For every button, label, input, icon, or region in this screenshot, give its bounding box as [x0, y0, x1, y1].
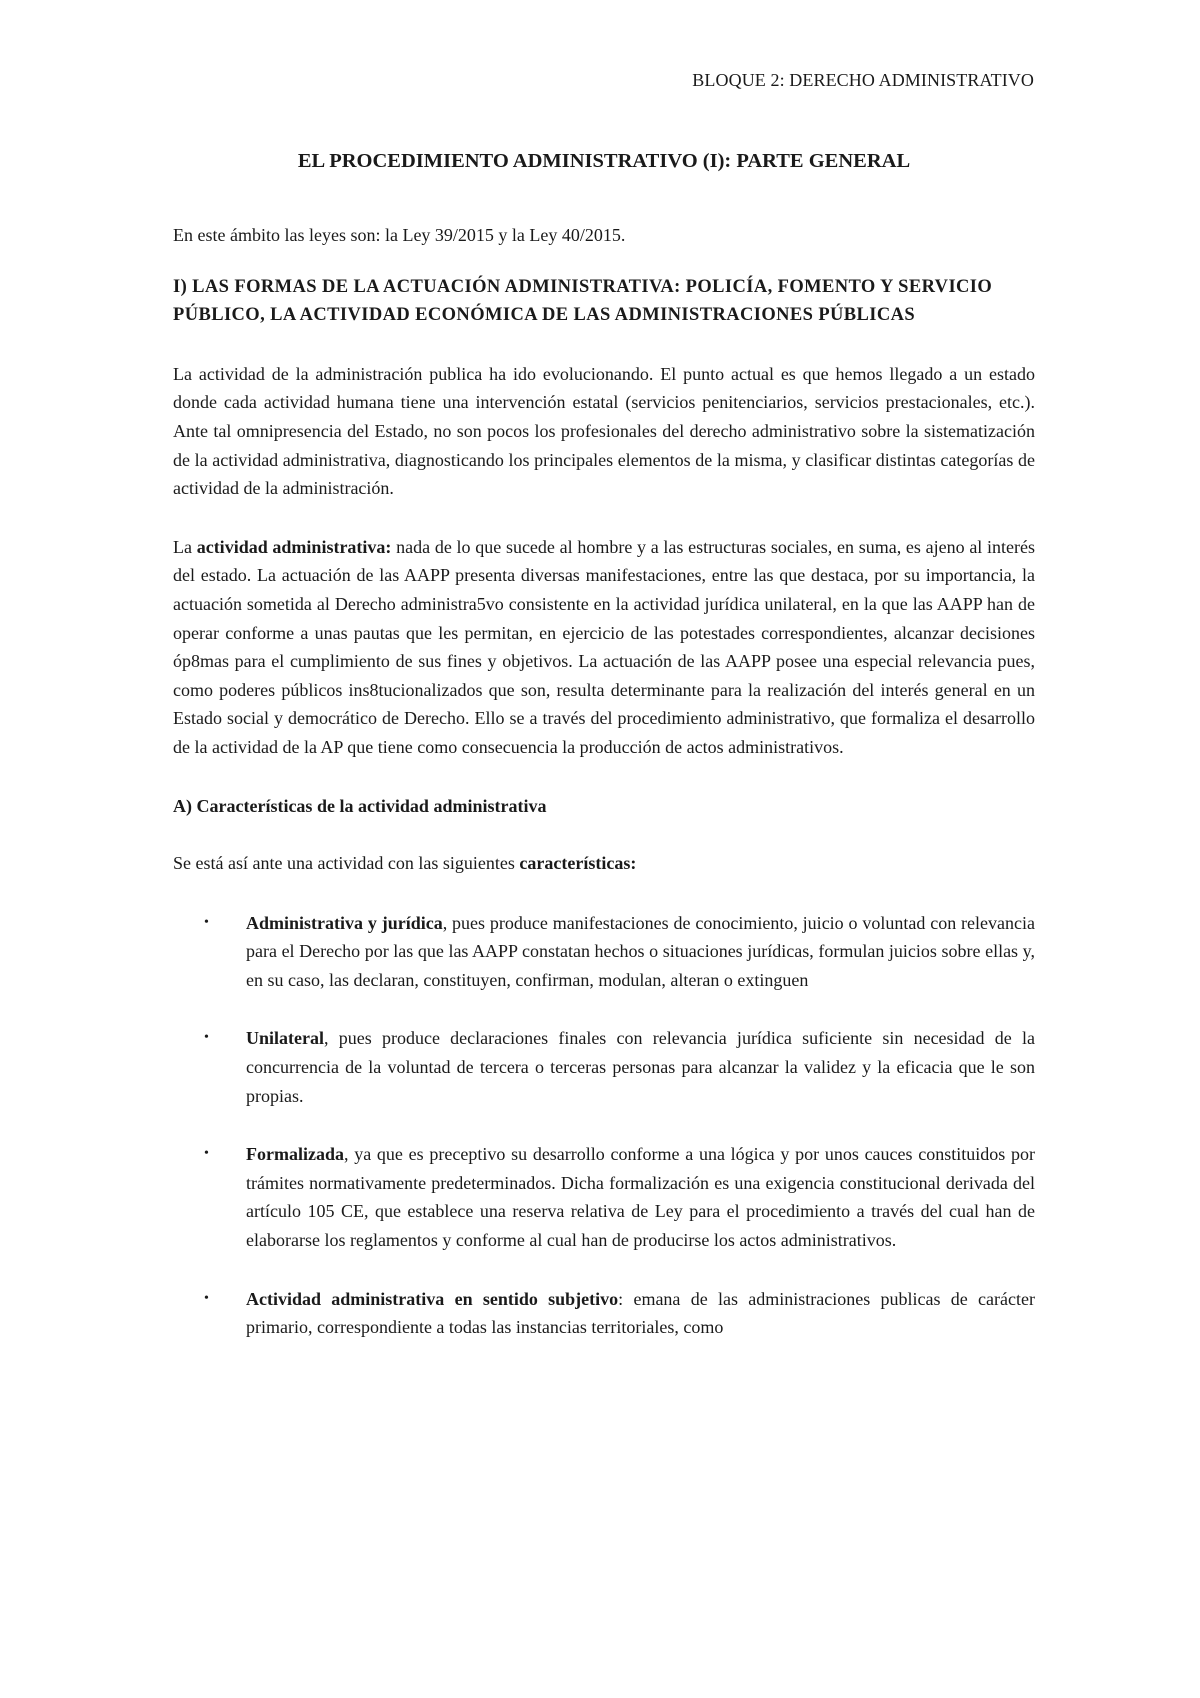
- list-item: [173, 1285, 1035, 1342]
- paragraph-2: [173, 533, 1035, 762]
- lead-bold: características:: [519, 853, 637, 874]
- lead-text: Se está así ante una actividad con las siguientes: [173, 853, 520, 874]
- list-item-text: , ya que es preceptivo su desarrollo conforme a una lógica y por unos cauces constituidos por trámites normativamente predeterminados. Dicha formalización es una exigencia constitucional derivada del artículo 105 CE, que establece una reserva relativa de Ley para el procedimiento a través del cual han de elaborarse los reglamentos y conforme al cual han de producirse los actos administrativos.: [246, 1144, 1035, 1251]
- list-item: [173, 1140, 1035, 1254]
- intro-paragraph: En este ámbito las leyes son: la Ley 39/2015 y la Ley 40/2015.: [173, 225, 626, 245]
- list-item-term: Unilateral: [246, 1028, 324, 1049]
- paragraph-2-bold-term: actividad administrativa:: [196, 536, 392, 557]
- document-body: [173, 148, 1035, 1372]
- list-item-term: Formalizada: [246, 1144, 344, 1165]
- lead-paragraph: [173, 849, 1035, 878]
- list-item-term: Administrativa y jurídica: [246, 912, 443, 933]
- list-item-text: , pues produce declaraciones finales con relevancia jurídica suficiente sin necesidad de la concurrencia de la voluntad de tercera o terceras personas para alcanzar la validez y la eficacia que le son propias.: [246, 1028, 1035, 1106]
- paragraph-2-text: nada de lo que sucede al hombre y a las estructuras sociales, en suma, es ajeno al interés del estado. La actuación de las AAPP presenta diversas manifestaciones, entre las que destaca, por su importancia, la actuación sometida al Derecho administra5vo consistente en la actividad jurídica unilateral, en la que las AAPP han de operar conforme a unas pautas que les permitan, en ejercicio de las potestades correspondientes, alcanzar decisiones óp8mas para el cumplimiento de sus fines y objetivos. La actuación de las AAPP posee una especial relevancia pues, como poderes públicos ins8tucionalizados que son, resulta determinante para la realización del interés general en un Estado social y democrático de Derecho. Ello se a través del procedimiento administrativo, que formaliza el desarrollo de la actividad de la AP que tiene como consecuencia la producción de actos administrativos.: [173, 536, 1035, 757]
- list-item-text: : emana de las administraciones publicas de carácter primario, correspondiente a todas las instancias territoriales, como: [246, 1288, 1035, 1338]
- paragraph-1: La actividad de la administración publica ha ido evolucionando. El punto actual es que hemos llegado a un estado donde cada actividad humana tiene una intervención estatal (servicios penitenciarios, servicios prestacionales, etc.). Ante tal omnipresencia del Estado, no son pocos los profesionales del derecho administrativo sobre la sistematización de la actividad administrativa, diagnosticando los principales elementos de la misma, y clasificar distintas categorías de actividad de la administración.: [173, 363, 1035, 499]
- paragraph-2-prefix: La: [173, 536, 197, 557]
- list-item: [173, 909, 1035, 995]
- section-heading: I) LAS FORMAS DE LA ACTUACIÓN ADMINISTRATIVA: POLICÍA, FOMENTO Y SERVICIO PÚBLICO, LA ACTIVIDAD ECONÓMICA DE LAS ADMINISTRACIONES PÚBLICAS: [173, 276, 993, 326]
- document-title: EL PROCEDIMIENTO ADMINISTRATIVO (I): PARTE GENERAL: [297, 150, 911, 172]
- list-item-term: Actividad administrativa en sentido subjetivo: [246, 1288, 619, 1309]
- list-item: [173, 1024, 1035, 1110]
- running-header: BLOQUE 2: DERECHO ADMINISTRATIVO: [692, 70, 1034, 90]
- bullet-icon: •: [204, 914, 209, 930]
- characteristics-list: [173, 909, 1035, 1342]
- bullet-icon: •: [204, 1030, 209, 1046]
- bullet-icon: •: [204, 1146, 209, 1162]
- list-item-text: , pues produce manifestaciones de conocimiento, juicio o voluntad con relevancia para el Derecho por las que las AAPP constatan hechos o situaciones jurídicas, formulan juicios sobre ellas y, en su caso, las declaran, constituyen, confirman, modulan, alteran o extinguen: [246, 912, 1036, 990]
- subheading-a: A) Características de la actividad administrativa: [173, 795, 547, 816]
- bullet-icon: •: [204, 1290, 209, 1306]
